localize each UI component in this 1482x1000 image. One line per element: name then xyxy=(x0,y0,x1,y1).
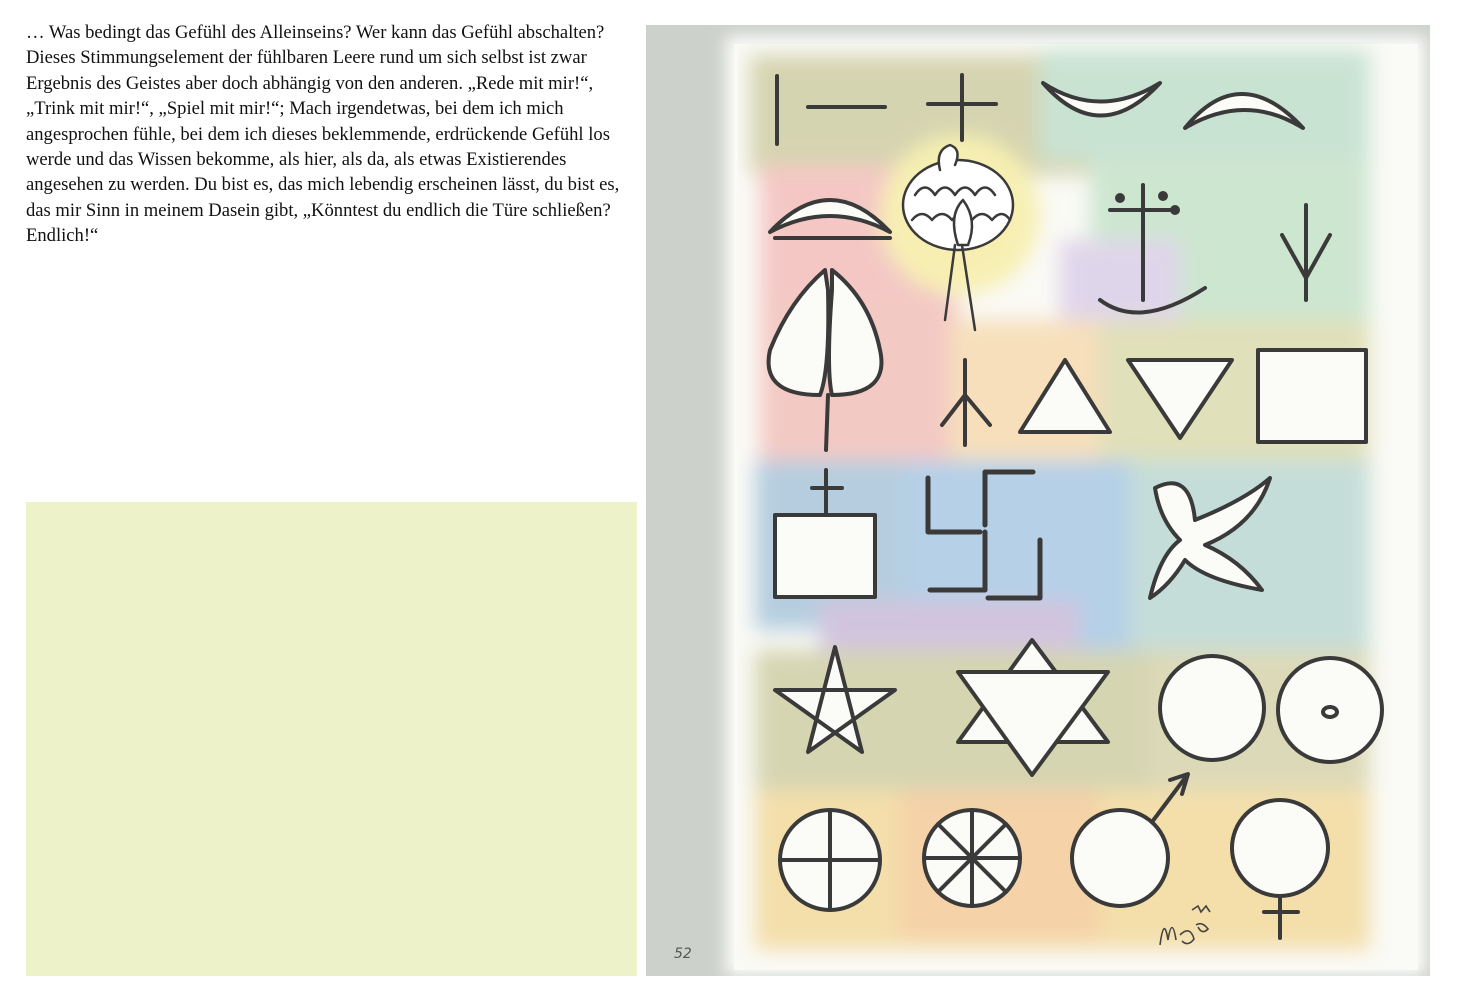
eight-spoke-wheel-symbol xyxy=(924,810,1020,906)
circle-symbol xyxy=(1160,656,1264,760)
body-paragraph: … Was bedingt das Gefühl des Alleinseins? Wer kann das Gefühl abschalten? Dieses Stimmungselement der fühlbaren Leere rund um sich selbst ist zwar Ergebnis des Geistes aber doch abhängig von den anderen. „Rede mit mir!“, „Trink mit mir!“, „Spiel mit mir!“; Mach irgendetwas, bei dem ich mich angesprochen fühle, bei dem ich dieses beklemmende, erdrückende Gefühl los werde und das Wissen bekomme, als hier, als da, als etwas Existierendes angesehen zu werden. Du bist es, das mich lebendig erscheinen lässt, du bist es, das mir Sinn in meinem Dasein gibt, „Könntest du endlich die Türe schließen? Endlich!“ xyxy=(26,22,620,247)
square-symbol xyxy=(1258,350,1366,442)
page-number: 52 xyxy=(674,946,692,962)
circle-dot-symbol xyxy=(1278,658,1382,762)
quartered-circle-symbol xyxy=(780,810,880,910)
